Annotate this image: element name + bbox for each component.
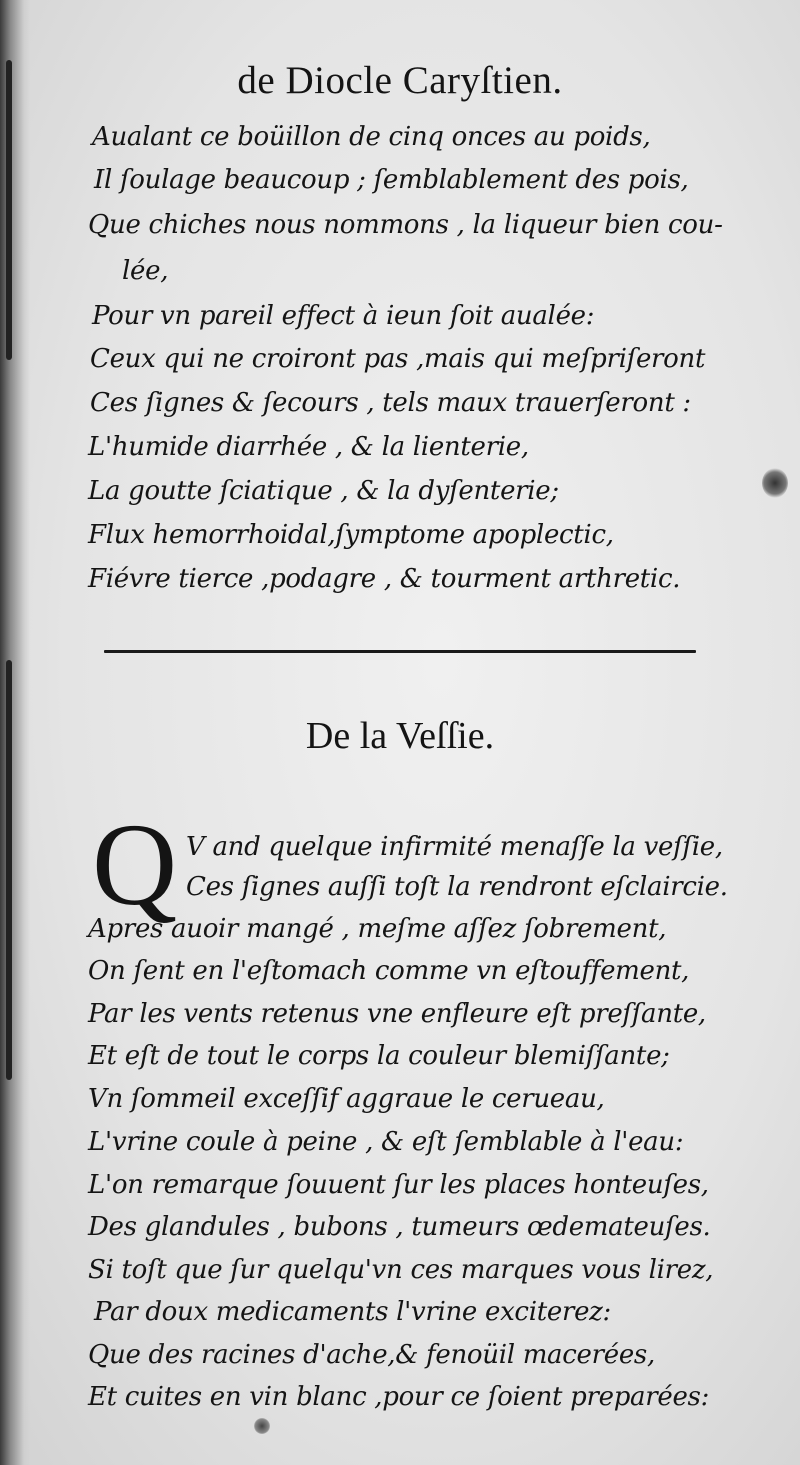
verse-line: Aualant ce boüillon de cinq onces au poids, [92,122,651,152]
verse-line: Il ſoulage beaucoup ; ſemblablement des pois, [94,165,689,195]
verse-line: Flux hemorrhoidal,ſymptome apoplectic, [88,520,614,550]
verse-line: Si toſt que ſur quelqu'vn ces marques vous lirez, [88,1255,714,1285]
verse-line: Que chiches nous nommons , la liqueur bien cou- [88,210,723,240]
verse-line: Ces ſignes auſſi toſt la rendront eſclaircie. [186,872,728,902]
verse-line: Par les vents retenus vne enfleure eſt preſſante, [88,999,706,1029]
verse-line: Apres auoir mangé , meſme aſſez ſobrement, [88,914,667,944]
section-divider-rule [104,650,696,653]
verse-line: L'humide diarrhée , & la lienterie, [88,432,529,462]
verse-line: L'on remarque ſouuent ſur les places honteuſes, [88,1170,709,1200]
verse-line: Ces ſignes & ſecours , tels maux trauerſeront : [90,388,691,418]
drop-cap: Q [92,799,178,930]
verse-line: Fiévre tierce ,podagre , & tourment arthretic. [88,564,681,594]
ink-stain [762,468,788,498]
running-head: de Diocle Caryſtien. [237,59,563,102]
verse-line: Des glandules , bubons , tumeurs œdemateuſes. [88,1212,711,1242]
verse-line: La goutte ſciatique , & la dyſenterie; [88,476,559,506]
verse-line: Ceux qui ne croiront pas ,mais qui meſpriſeront [90,344,706,374]
verse-line: lée, [122,256,169,286]
section-title: De la Veſſie. [305,715,495,757]
verse-line: On ſent en l'eſtomach comme vn eſtouffement, [88,956,690,986]
ink-stain [254,1418,270,1434]
verse-line: Et cuites en vin blanc ,pour ce ſoient preparées: [88,1382,710,1412]
verse-line: Par doux medicaments l'vrine exciterez: [94,1297,612,1327]
verse-line: Pour vn pareil effect à ieun ſoit aualée: [92,301,595,331]
verse-line: Et eſt de tout le corps la couleur blemiſſante; [88,1041,670,1071]
verse-line: Que des racines d'ache,& fenoüil macerées, [88,1340,655,1370]
verse-line: V and quelque infirmité menaſſe la veſſie, [186,832,723,862]
verse-line: Vn ſommeil exceſſif aggraue le cerueau, [88,1084,605,1114]
gutter-mark [6,60,12,360]
verse-line: L'vrine coule à peine , & eſt ſemblable à l'eau: [88,1127,684,1157]
